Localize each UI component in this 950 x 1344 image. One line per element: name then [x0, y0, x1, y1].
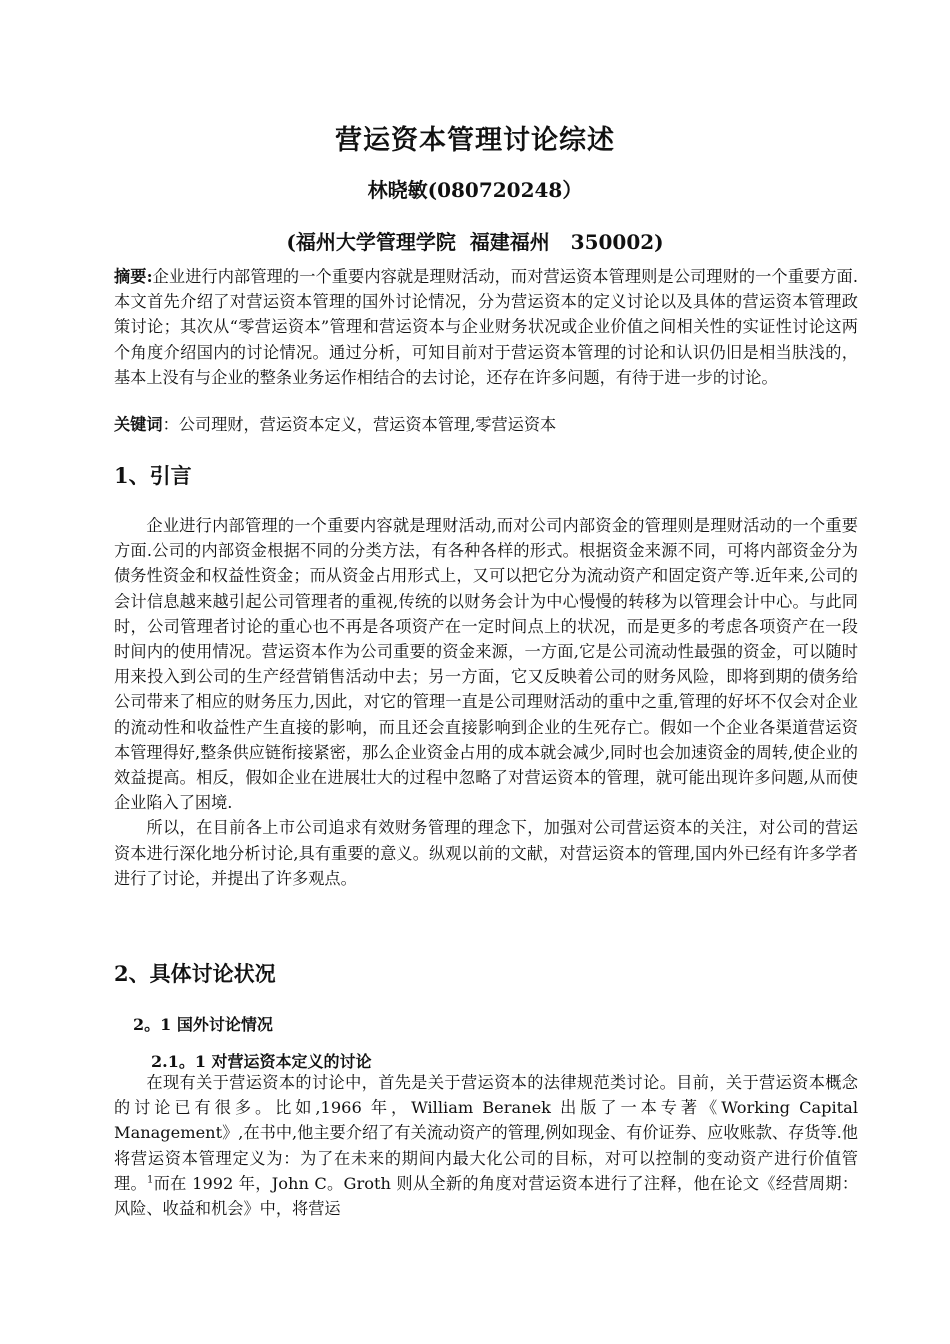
definition-body [114, 1070, 858, 1221]
introduction-body [114, 513, 858, 891]
keywords-text: 公司理财，营运资本定义，营运资本管理,零营运资本 [178, 415, 557, 434]
introduction-paragraph-2: 所以，在目前各上市公司追求有效财务管理的理念下，加强对公司营运资本的关注，对公司的营运资本进行深化地分析讨论,具有重要的意义。纵观以前的文献，对营运资本的管理,国内外已经有许多学者进行了讨论，并提出了许多观点。 [114, 818, 858, 888]
abstract-paragraph [114, 264, 858, 390]
page-title: 营运资本管理讨论综述 [335, 125, 615, 156]
section-heading-research-status: 2、具体讨论状况 [114, 961, 276, 986]
author-line: 林晓敏(080720248） [367, 178, 583, 202]
abstract-text: 企业进行内部管理的一个重要内容就是理财活动，而对营运资本管理则是公司理财的一个重要方面.本文首先介绍了对营运资本管理的国外讨论情况，分为营运资本的定义讨论以及具体的营运资本管理政策讨论；其次从“零营运资本”管理和营运资本与企业财务状况或企业价值之间相关性的实证性讨论这两个角度介绍国内的讨论情况。通过分析，可知目前对于营运资本管理的讨论和认识仍旧是相当肤浅的，基本上没有与企业的整条业务运作相结合的去讨论，还存在许多问题，有待于进一步的讨论。 [114, 267, 858, 387]
definition-paragraph-1 [114, 1070, 858, 1221]
section-heading-introduction: 1、引言 [114, 463, 192, 488]
affiliation-line: (福州大学管理学院 福建福州 350002) [286, 230, 664, 254]
definition-paragraph-text-a: 在现有关于营运资本的讨论中，首先是关于营运资本的法律规范类讨论。目前，关于营运资本概念的讨论已有很多。比如,1966 年，William Beranek 出版了一本专著《Working Capital Management》,在书中,他主要介绍了有关流动资产的管理,例如现金、有价证券、应收账款、存货等.他将营运资本管理定义为：为了在未来的期间内最大化公司的目标，对可以控制的变动资产进行价值管理。 [114, 1073, 858, 1193]
abstract-label: 摘要: [114, 267, 153, 286]
subsection-heading-foreign-research: 2。1 国外讨论情况 [133, 1015, 273, 1034]
definition-paragraph-text-b: 而在 1992 年，John C。Groth 则从全新的角度对营运资本进行了注释，他在论文《经营周期：风险、收益和机会》中，将营运 [114, 1173, 859, 1219]
subsubsection-heading-definition: 2.1。1 对营运资本定义的讨论 [151, 1052, 372, 1071]
keywords-label: 关键词 [114, 415, 163, 434]
keywords-separator: ： [162, 415, 179, 434]
keywords-line [114, 412, 858, 437]
introduction-paragraph-1: 企业进行内部管理的一个重要内容就是理财活动,而对公司内部资金的管理则是理财活动的一个重要方面.公司的内部资金根据不同的分类方法，有各种各样的形式。根据资金来源不同，可将内部资金分为债务性资金和权益性资金；而从资金占用形式上，又可以把它分为流动资产和固定资产等.近年来,公司的会计信息越来越引起公司管理者的重视,传统的以财务会计为中心慢慢的转移为以管理会计中心。与此同时，公司管理者讨论的重心也不再是各项资产在一定时间点上的状况，而是更多的考虑各项资产在一段时间内的使用情况。营运资本作为公司重要的资金来源，一方面,它是公司流动性最强的资金，可以随时用来投入到公司的生产经营销售活动中去；另一方面，它又反映着公司的财务风险，即将到期的债务给公司带来了相应的财务压力,因此，对它的管理一直是公司理财活动的重中之重,管理的好坏不仅会对企业的流动性和收益性产生直接的影响，而且还会直接影响到企业的生死存亡。假如一个企业各渠道营运资本管理得好,整条供应链衔接紧密，那么企业资金占用的成本就会减少,同时也会加速资金的周转,使企业的效益提高。相反，假如企业在进展壮大的过程中忽略了对营运资本的管理，就可能出现许多问题,从而使企业陷入了困境. [114, 516, 858, 813]
footnote-marker[interactable]: 1 [147, 1174, 154, 1186]
